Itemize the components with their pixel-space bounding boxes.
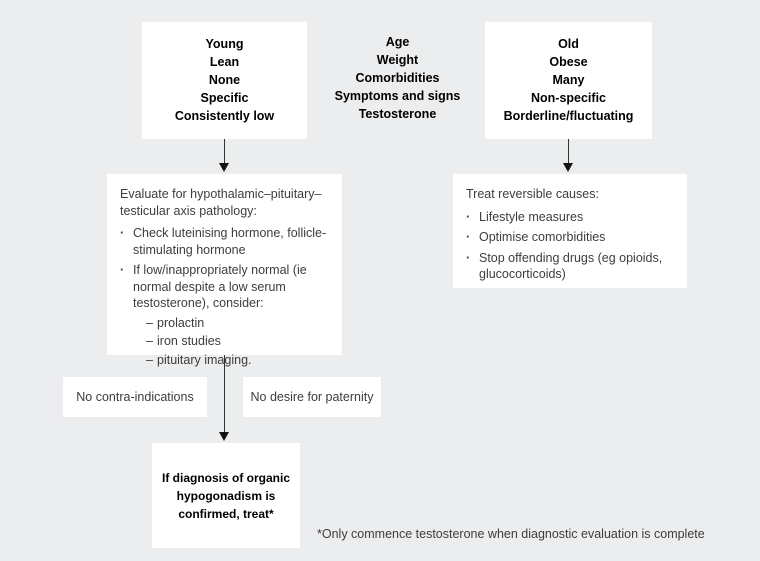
profile-line: Young	[205, 37, 244, 51]
bullet-body	[133, 262, 334, 370]
sub-item	[146, 315, 334, 332]
sub-item	[146, 352, 334, 369]
profile-line: Old	[558, 37, 579, 51]
bullet-marker: ·	[466, 230, 471, 244]
evaluate-bullet-item	[120, 262, 334, 370]
condition-text: No desire for paternity	[250, 390, 374, 404]
category-label: Age	[385, 35, 410, 49]
footnote-text: *Only commence testosterone when diagnostic evaluation is complete	[317, 527, 705, 541]
arrow-head-icon	[219, 432, 229, 441]
profile-line: Non-specific	[530, 91, 606, 105]
arrow-head-icon	[219, 163, 229, 172]
bullet-text: Check luteinising hormone, follicle-stimulating hormone	[133, 226, 327, 257]
consider-sublist	[133, 315, 334, 369]
arrow-head-icon	[563, 163, 573, 172]
sub-item-text: pituitary imaging.	[157, 352, 252, 367]
dash-marker: –	[146, 334, 153, 348]
sub-item	[146, 333, 334, 350]
bullet-marker: ·	[466, 209, 471, 224]
no-contraindications-box	[63, 377, 207, 417]
treat-bullet-item	[466, 250, 679, 283]
bullet-text: If low/inappropriately normal (ie normal despite a low serum testosterone), consider:	[133, 263, 307, 310]
profile-line: Borderline/fluctuating	[503, 109, 634, 123]
profile-line: Consistently low	[174, 109, 275, 123]
profile-line: None	[208, 73, 241, 87]
treat-bullet-item	[466, 209, 679, 226]
treat-intro-text: Treat reversible causes:	[466, 187, 599, 201]
profile-line: Many	[552, 73, 585, 87]
down-arrow-icon	[219, 139, 229, 172]
category-label: Weight	[376, 53, 419, 67]
patient-profile-likely-organic-box	[142, 22, 307, 139]
bullet-text: Lifestyle measures	[479, 209, 584, 224]
sub-item-text: prolactin	[157, 315, 205, 330]
no-desire-for-paternity-box	[243, 377, 381, 417]
evaluate-axis-pathology-box	[107, 174, 342, 367]
bullet-marker: ·	[120, 263, 125, 277]
evaluate-bullet-item	[120, 225, 334, 258]
down-arrow-icon	[563, 139, 573, 172]
treatment-outcome-box	[152, 443, 300, 548]
evaluate-intro-text: Evaluate for hypothalamic–pituitary–testicular axis pathology:	[120, 187, 322, 218]
treat-reversible-causes-box	[453, 174, 687, 288]
patient-profile-likely-functional-box	[485, 22, 652, 139]
category-label: Symptoms and signs	[334, 89, 461, 103]
profile-line: Lean	[209, 55, 240, 69]
bullet-marker: ·	[120, 226, 125, 240]
profile-line: Obese	[549, 55, 588, 69]
arrow-shaft	[568, 139, 569, 163]
condition-text: No contra-indications	[76, 390, 194, 404]
bullet-text: Stop offending drugs (eg opioids, glucocorticoids)	[479, 250, 663, 281]
dash-marker: –	[146, 352, 153, 367]
bullet-marker: ·	[466, 250, 471, 265]
outcome-text: If diagnosis of organic hypogonadism is confirmed, treat*	[161, 470, 290, 521]
category-label: Comorbidities	[355, 71, 440, 85]
dash-marker: –	[146, 315, 153, 330]
arrow-shaft	[224, 139, 225, 163]
category-label: Testosterone	[358, 107, 437, 121]
bullet-text: Optimise comorbidities	[479, 230, 606, 244]
profile-line: Specific	[200, 91, 249, 105]
sub-item-text: iron studies	[157, 334, 221, 348]
treat-bullet-item	[466, 229, 679, 246]
assessment-category-labels	[325, 33, 470, 123]
